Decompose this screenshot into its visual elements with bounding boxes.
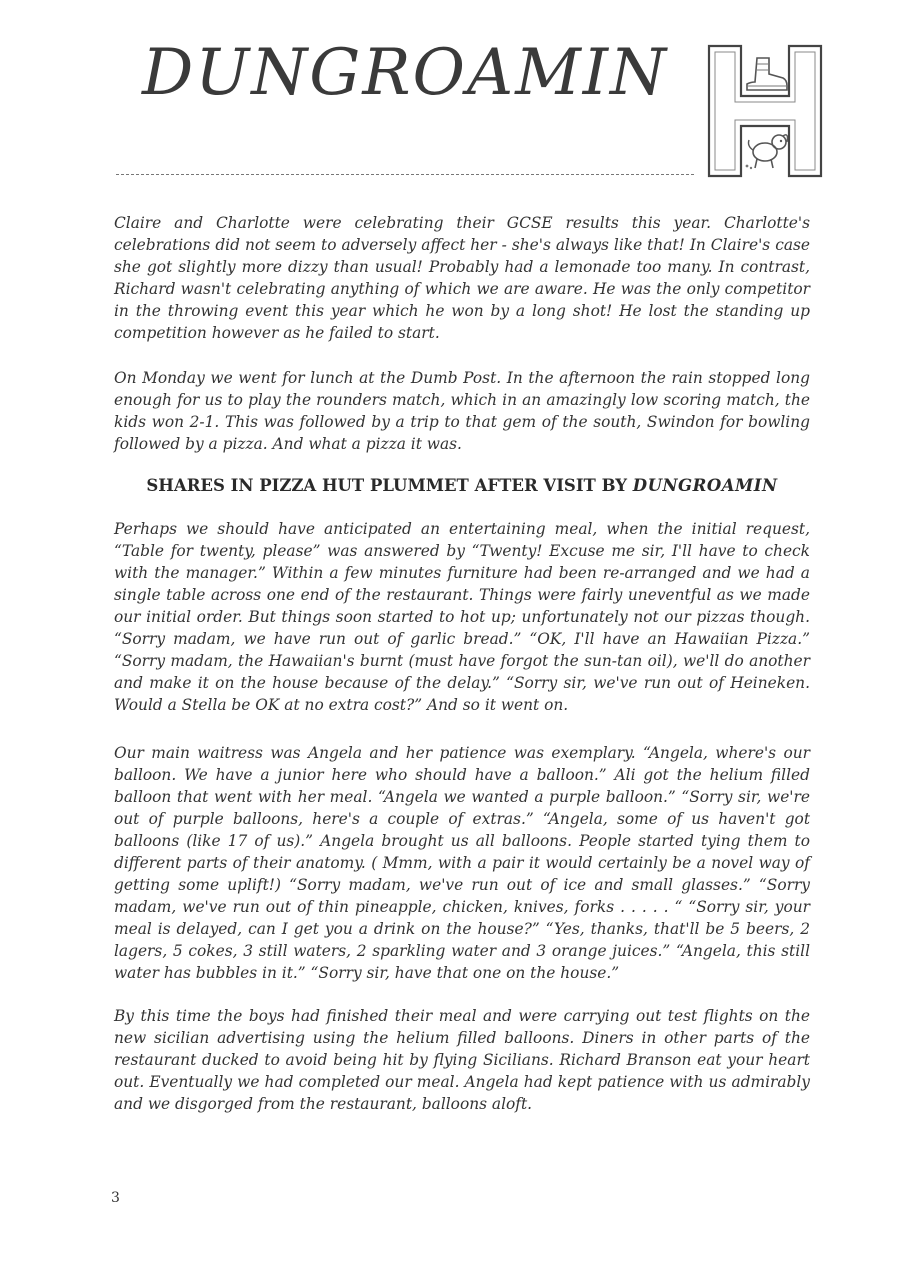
boot-icon <box>747 58 787 90</box>
headline <box>114 476 810 495</box>
page-number: 3 <box>111 1190 120 1206</box>
paragraph-monday: On Monday we went for lunch at the Dumb Post. In the afternoon the rain stopped long enough for us to play the rounders match, which in an amazingly low scoring match, the kids won 2-1. This was followed by a trip to that gem of the south, Swindon for bowling followed by a pizza. And what a pizza it was. <box>114 369 810 453</box>
headline-brand: DUNGROAMIN <box>632 476 778 495</box>
dog-icon <box>746 135 788 169</box>
masthead-title: DUNGROAMIN <box>141 36 669 110</box>
headline-text: SHARES IN PIZZA HUT PLUMMET AFTER VISIT BY <box>146 476 628 495</box>
paragraph-waitress: Our main waitress was Angela and her patience was exemplary. “Angela, where's our balloon. We have a junior here who should have a balloon.” Ali got the helium filled balloon that went with her meal. “Angela we wanted a purple balloon.” “Sorry sir, we're out of purple balloons, here's a couple of extras.” “Angela, some of us haven't got balloons (like 17 of us).” Angela brought us all balloons. People started tying them to different parts of their anatomy. ( Mmm, with a pair it would certainly be a novel way of getting some uplift!) “Sorry madam, we've run out of ice and small glasses.” “Sorry madam, we've run out of thin pineapple, chicken, knives, forks . . . . . “ “Sorry sir, your meal is delayed, can I get you a drink on the house?” “Yes, thanks, that'll be 5 beers, 2 lagers, 5 cokes, 3 still waters, 2 sparkling water and 3 orange juices.” “Angela, this still water has bubbles in it.” “Sorry sir, have that one on the house.” <box>114 744 810 982</box>
paragraph-gcse: Claire and Charlotte were celebrating their GCSE results this year. Charlotte's celebrations did not seem to adversely affect her - she's always like that! In Claire's case she got slightly more dizzy than usual! Probably had a lemonade too many. In contrast, Richard wasn't celebrating anything of which we are aware. He was the only competitor in the throwing event this year which he won by a long shot! He lost the standing up competition however as he failed to start. <box>114 214 810 342</box>
logo-h <box>705 42 825 180</box>
paragraph-pizza-order: Perhaps we should have anticipated an entertaining meal, when the initial request, “Table for twenty, please” was answered by “Twenty! Excuse me sir, I'll have to check with the manager.” Within a few minutes furniture had been re-arranged and we had a single table across one end of the restaurant. Things were fairly uneventful as we made our initial order. But things soon started to hot up; unfortunately not our pizzas though. “Sorry madam, we have run out of garlic bread.” “OK, I'll have an Hawaiian Pizza.” “Sorry madam, the Hawaiian's burnt (must have forgot the sun-tan oil), we'll do another and make it on the house because of the delay.” “Sorry sir, we've run out of Heineken. Would a Stella be OK at no extra cost?” And so it went on. <box>114 520 810 714</box>
paragraph-balloons: By this time the boys had finished their meal and were carrying out test flights on the new sicilian advertising using the helium filled balloons. Diners in other parts of the restaurant ducked to avoid being hit by flying Sicilians. Richard Branson eat your heart out. Eventually we had completed our meal. Angela had kept patience with us admirably and we disgorged from the restaurant, balloons aloft. <box>114 1007 810 1113</box>
masthead-dashed-rule <box>116 174 694 175</box>
logo-letter: H <box>764 118 766 119</box>
